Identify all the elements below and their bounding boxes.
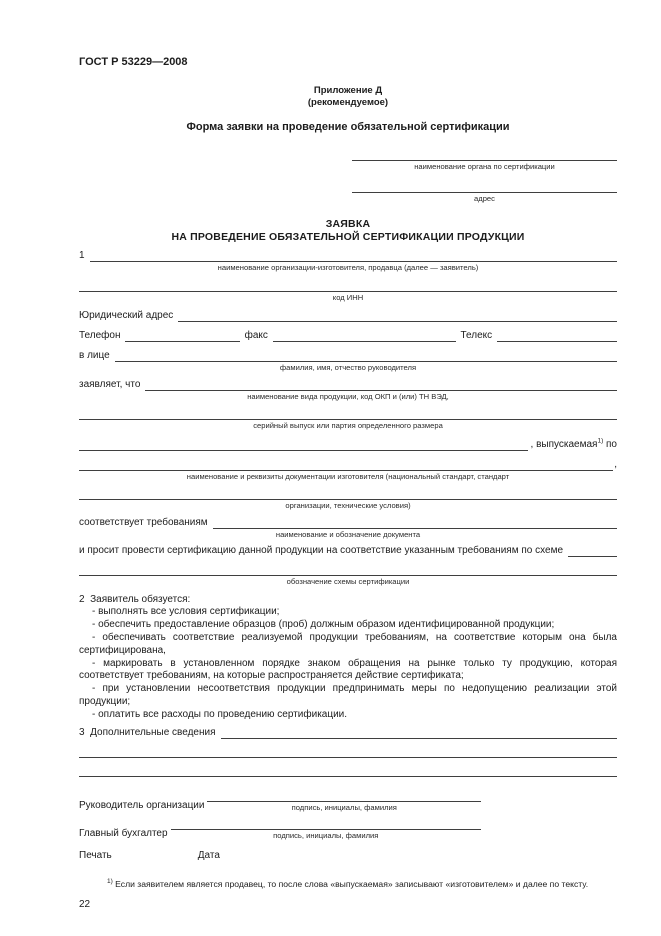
field-additional-row <box>79 726 617 739</box>
application-title-line1: ЗАЯВКА <box>325 218 371 231</box>
conforms-blank <box>213 517 617 529</box>
scheme-blank <box>568 545 617 557</box>
cert-org-address-blank <box>352 180 617 193</box>
field-scheme2-row <box>79 564 617 576</box>
chief-accountant-label: Главный бухгалтер <box>79 828 168 840</box>
stamp-label: Печать <box>79 850 112 862</box>
accountant-signature-field <box>171 818 481 840</box>
section2-item: - обеспечивать соответствие реализуемой продукции требованиям, на соответствие которым она была сертифицирована, <box>79 631 617 656</box>
conforms-caption: наименование и обозначение документа <box>275 529 421 539</box>
head-signature-field <box>207 790 481 812</box>
docs-trailing-comma: , <box>614 458 617 470</box>
in-person-label: в лице <box>79 350 110 362</box>
docs-caption-1: наименование и реквизиты документации изготовителя (национальный стандарт, стандарт <box>186 471 510 481</box>
accountant-signature-blank <box>171 818 481 830</box>
field-in-person-row <box>79 349 617 362</box>
field-produced-row <box>79 438 617 451</box>
docs-caption-2: организации, технические условия) <box>285 501 411 511</box>
section2-item: - маркировать в установленном порядке знаком обращения на рынке только ту продукцию, которая соответствует требованиям, на которые распространяется действие сертификата; <box>79 657 617 682</box>
conforms-label: соответствует требованиям <box>79 516 208 528</box>
item1-number: 1 <box>79 250 85 262</box>
field-applicant-row <box>79 249 617 262</box>
scheme2-blank <box>79 564 617 576</box>
fax-label: факс <box>244 330 268 342</box>
field-conforms-row <box>79 516 617 529</box>
cert-org-name-caption: наименование органа по сертификации <box>414 162 555 172</box>
product-name-blank <box>145 379 617 391</box>
signature-head-row <box>79 790 481 812</box>
field-inn-row <box>79 280 617 292</box>
appendix-title: Приложение Д <box>313 84 383 96</box>
head-signature-blank <box>207 790 481 802</box>
applicant-caption: наименование организации-изготовителя, продавца (далее — заявитель) <box>217 263 479 273</box>
produced-by-label <box>528 438 617 451</box>
inn-blank <box>79 280 617 292</box>
head-signature-caption: подпись, инициалы, фамилия <box>291 802 397 812</box>
appendix-subtitle: (рекомендуемое) <box>307 96 389 108</box>
section2-item: - обеспечить предоставление образцов (проб) должным образом идентифицированной продукции; <box>92 619 555 631</box>
batch-caption: серийный выпуск или партия определенного размера <box>253 421 443 431</box>
legal-address-blank <box>178 310 617 322</box>
docs2-blank <box>79 488 617 500</box>
section2-item: - выполнять все условия сертификации; <box>92 606 280 618</box>
field-scheme-row <box>79 544 617 557</box>
footnote-ref-icon: 1) <box>597 437 604 445</box>
in-person-blank <box>115 350 617 362</box>
batch-blank <box>79 408 617 420</box>
signature-accountant-row <box>79 818 481 840</box>
cert-org-address-caption: адрес <box>474 193 495 203</box>
phone-label: Телефон <box>79 330 121 342</box>
field-docs2-row <box>79 488 617 500</box>
section2-item: - оплатить все расходы по проведению сертификации. <box>92 708 348 720</box>
scheme-label: и просит провести сертификацию данной продукции на соответствие указанным требованиям по схеме <box>79 545 564 557</box>
field-legal-address-row <box>79 309 617 322</box>
additional-info-blank-2 <box>79 746 617 758</box>
cert-org-block <box>352 148 617 203</box>
date-label: Дата <box>197 850 220 862</box>
additional-info-blank-3 <box>79 765 617 777</box>
declares-label: заявляет, что <box>79 378 141 390</box>
product-caption: наименование вида продукции, код ОКП и (или) ТН ВЭД, <box>247 391 449 401</box>
additional-info-label: 3 Дополнительные сведения <box>79 726 216 738</box>
field-docs-row <box>79 458 617 471</box>
telex-blank <box>497 330 617 342</box>
field-contacts-row <box>79 329 617 342</box>
inn-caption: код ИНН <box>332 292 364 302</box>
standard-number: ГОСТ Р 53229—2008 <box>79 56 188 68</box>
in-person-caption: фамилия, имя, отчество руководителя <box>279 363 417 373</box>
field-additional-row3 <box>79 765 617 777</box>
field-additional-row2 <box>79 746 617 758</box>
field-declares-row <box>79 378 617 391</box>
application-title-line2: НА ПРОВЕДЕНИЕ ОБЯЗАТЕЛЬНОЙ СЕРТИФИКАЦИИ ПРОДУКЦИИ <box>171 231 525 244</box>
section2-heading: 2 Заявитель обязуется: <box>79 593 191 605</box>
footnote <box>79 879 617 890</box>
stamp-date-row <box>79 850 617 863</box>
section2-item: - при установлении несоответствия продукции предпринимать меры по недопущению реализации этой продукции; <box>79 683 617 707</box>
fax-blank <box>273 330 456 342</box>
head-of-organization-label: Руководитель организации <box>79 799 205 811</box>
legal-address-label: Юридический адрес <box>79 310 174 322</box>
footnote-text: Если заявителем является продавец, то после слова «выпускаемая» записывают «изготовителем» и далее по тексту. <box>112 878 589 889</box>
applicant-name-blank <box>90 250 617 262</box>
produced-tail: по <box>603 438 617 450</box>
docs-blank <box>79 459 613 471</box>
produced-text: , выпускаемая <box>530 438 598 450</box>
additional-info-blank <box>221 727 617 739</box>
field-batch-row <box>79 408 617 420</box>
accountant-signature-caption: подпись, инициалы, фамилия <box>273 830 379 840</box>
form-title: Форма заявки на проведение обязательной сертификации <box>186 120 510 133</box>
cert-org-name-blank <box>352 148 617 161</box>
footnote-marker: 1) <box>107 878 113 886</box>
page-number: 22 <box>79 899 91 911</box>
phone-blank <box>125 330 239 342</box>
scheme-caption: обозначение схемы сертификации <box>286 577 410 587</box>
produced-blank <box>79 439 528 451</box>
telex-label: Телекс <box>460 330 493 342</box>
